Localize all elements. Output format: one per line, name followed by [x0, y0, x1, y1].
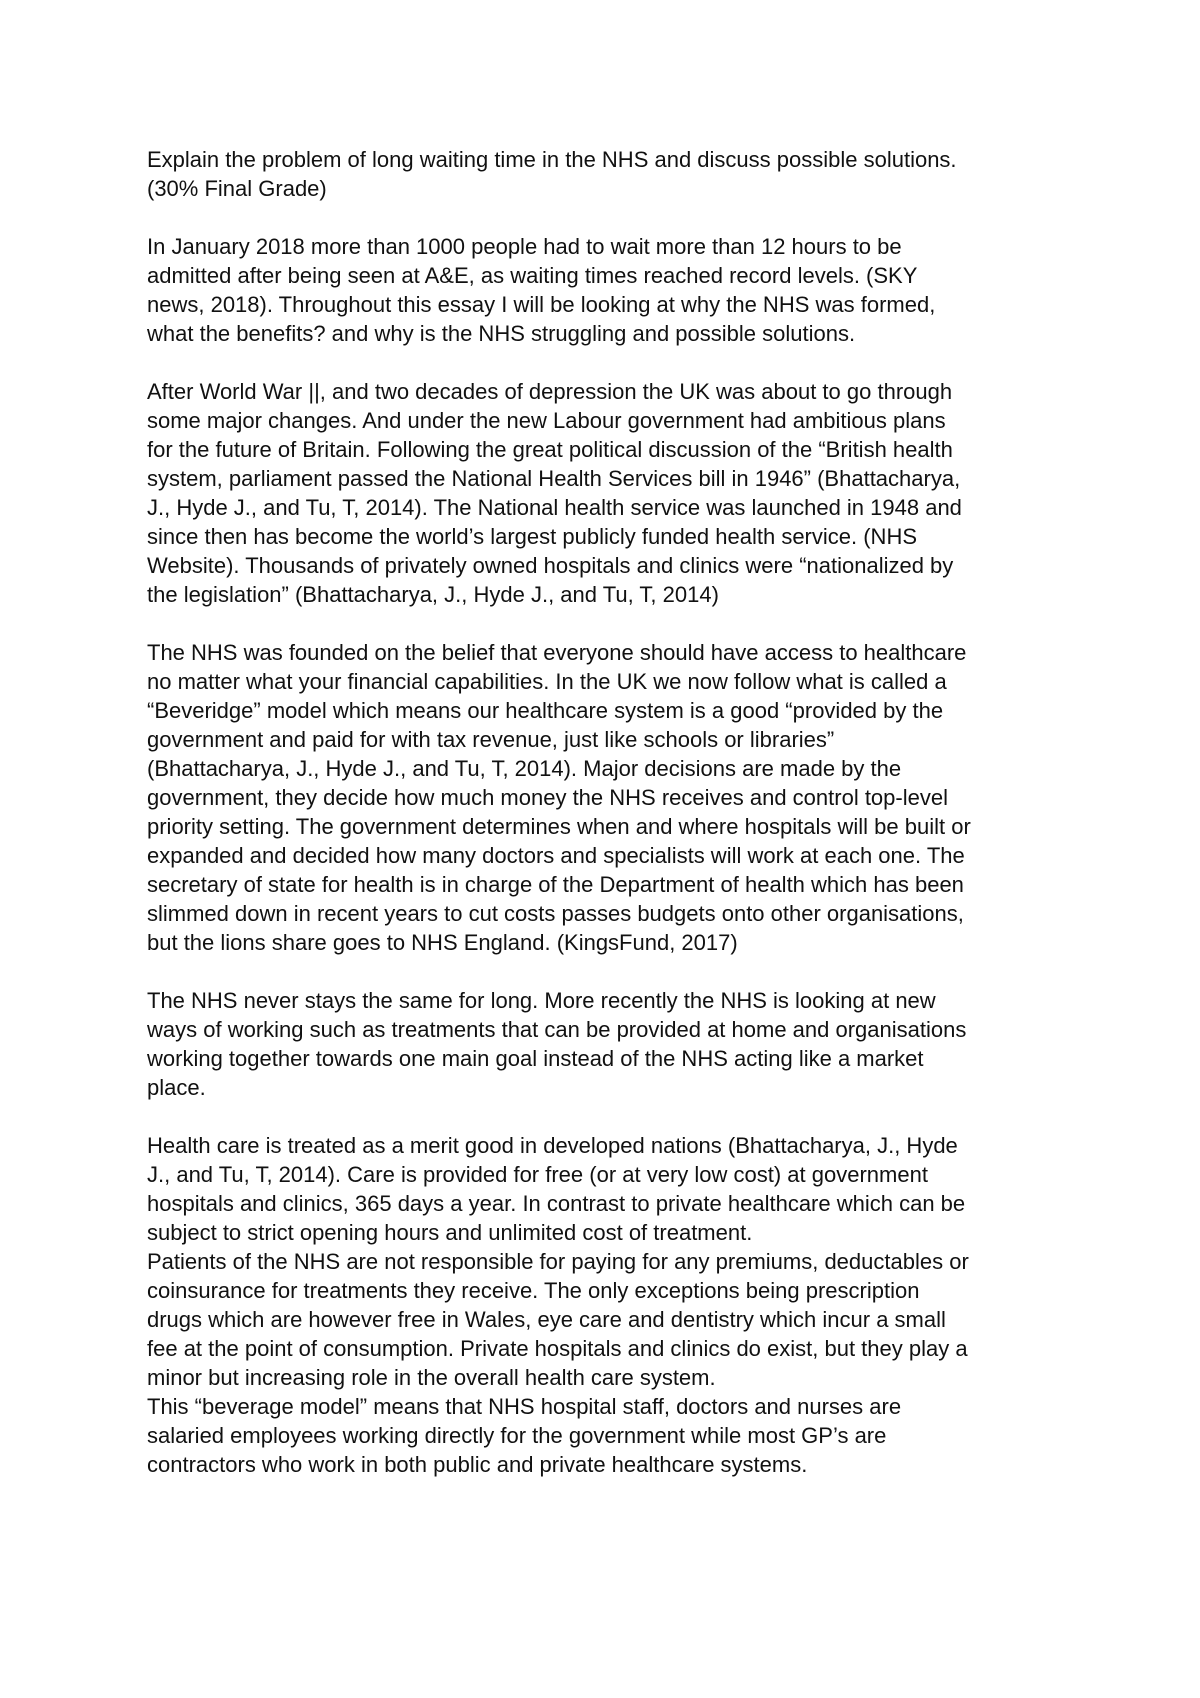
text-line: coinsurance for treatments they receive. The only exceptions being prescription	[147, 1278, 920, 1303]
paragraph-merit-good	[147, 1131, 1067, 1479]
text-line: drugs which are however free in Wales, eye care and dentistry which incur a small	[147, 1307, 946, 1332]
title-line: Explain the problem of long waiting time in the NHS and discuss possible solutions.	[147, 147, 957, 172]
text-line: This “beverage model” means that NHS hospital staff, doctors and nurses are	[147, 1394, 902, 1419]
text-line: salaried employees working directly for the government while most GP’s are	[147, 1423, 887, 1448]
text-line: admitted after being seen at A&E, as waiting times reached record levels. (SKY	[147, 263, 918, 288]
text-line: (Bhattacharya, J., Hyde J., and Tu, T, 2014). Major decisions are made by the	[147, 756, 902, 781]
text-line: fee at the point of consumption. Private hospitals and clinics do exist, but they play a	[147, 1336, 968, 1361]
text-line: subject to strict opening hours and unlimited cost of treatment.	[147, 1220, 753, 1245]
text-line: slimmed down in recent years to cut costs passes budgets onto other organisations,	[147, 901, 964, 926]
text-line: place.	[147, 1075, 206, 1100]
text-line: some major changes. And under the new Labour government had ambitious plans	[147, 408, 946, 433]
text-line: working together towards one main goal instead of the NHS acting like a market	[147, 1046, 924, 1071]
text-line: J., Hyde J., and Tu, T, 2014). The National health service was launched in 1948 and	[147, 495, 962, 520]
text-line: Patients of the NHS are not responsible for paying for any premiums, deductables or	[147, 1249, 969, 1274]
text-line: the legislation” (Bhattacharya, J., Hyde J., and Tu, T, 2014)	[147, 582, 719, 607]
paragraph-beveridge-model	[147, 638, 1067, 957]
text-line: since then has become the world’s largest publicly funded health service. (NHS	[147, 524, 917, 549]
text-line: government, they decide how much money the NHS receives and control top-level	[147, 785, 948, 810]
essay-body	[147, 145, 1067, 1479]
text-line: Health care is treated as a merit good in developed nations (Bhattacharya, J., Hyde	[147, 1133, 958, 1158]
essay-title	[147, 145, 1067, 203]
text-line: minor but increasing role in the overall health care system.	[147, 1365, 716, 1390]
text-line: secretary of state for health is in charge of the Department of health which has been	[147, 872, 964, 897]
text-line: Website). Thousands of privately owned hospitals and clinics were “nationalized by	[147, 553, 954, 578]
text-line: for the future of Britain. Following the great political discussion of the “British health	[147, 437, 953, 462]
paragraph-change	[147, 986, 1067, 1102]
text-line: expanded and decided how many doctors and specialists will work at each one. The	[147, 843, 965, 868]
text-line: After World War ||, and two decades of depression the UK was about to go through	[147, 379, 953, 404]
text-line: no matter what your financial capabilities. In the UK we now follow what is called a	[147, 669, 947, 694]
text-line: ways of working such as treatments that can be provided at home and organisations	[147, 1017, 967, 1042]
text-line: government and paid for with tax revenue, just like schools or libraries”	[147, 727, 835, 752]
text-line: “Beveridge” model which means our healthcare system is a good “provided by the	[147, 698, 944, 723]
text-line: In January 2018 more than 1000 people had to wait more than 12 hours to be	[147, 234, 902, 259]
text-line: news, 2018). Throughout this essay I will be looking at why the NHS was formed,	[147, 292, 936, 317]
text-line: system, parliament passed the National Health Services bill in 1946” (Bhattacharya,	[147, 466, 961, 491]
text-line: but the lions share goes to NHS England. (KingsFund, 2017)	[147, 930, 738, 955]
title-line: (30% Final Grade)	[147, 176, 327, 201]
text-line: J., and Tu, T, 2014). Care is provided for free (or at very low cost) at government	[147, 1162, 928, 1187]
text-line: The NHS never stays the same for long. More recently the NHS is looking at new	[147, 988, 936, 1013]
text-line: contractors who work in both public and private healthcare systems.	[147, 1452, 808, 1477]
text-line: The NHS was founded on the belief that everyone should have access to healthcare	[147, 640, 967, 665]
text-line: hospitals and clinics, 365 days a year. In contrast to private healthcare which can be	[147, 1191, 966, 1216]
text-line: priority setting. The government determines when and where hospitals will be built or	[147, 814, 971, 839]
paragraph-introduction	[147, 232, 1067, 348]
paragraph-history	[147, 377, 1067, 609]
text-line: what the benefits? and why is the NHS struggling and possible solutions.	[147, 321, 856, 346]
